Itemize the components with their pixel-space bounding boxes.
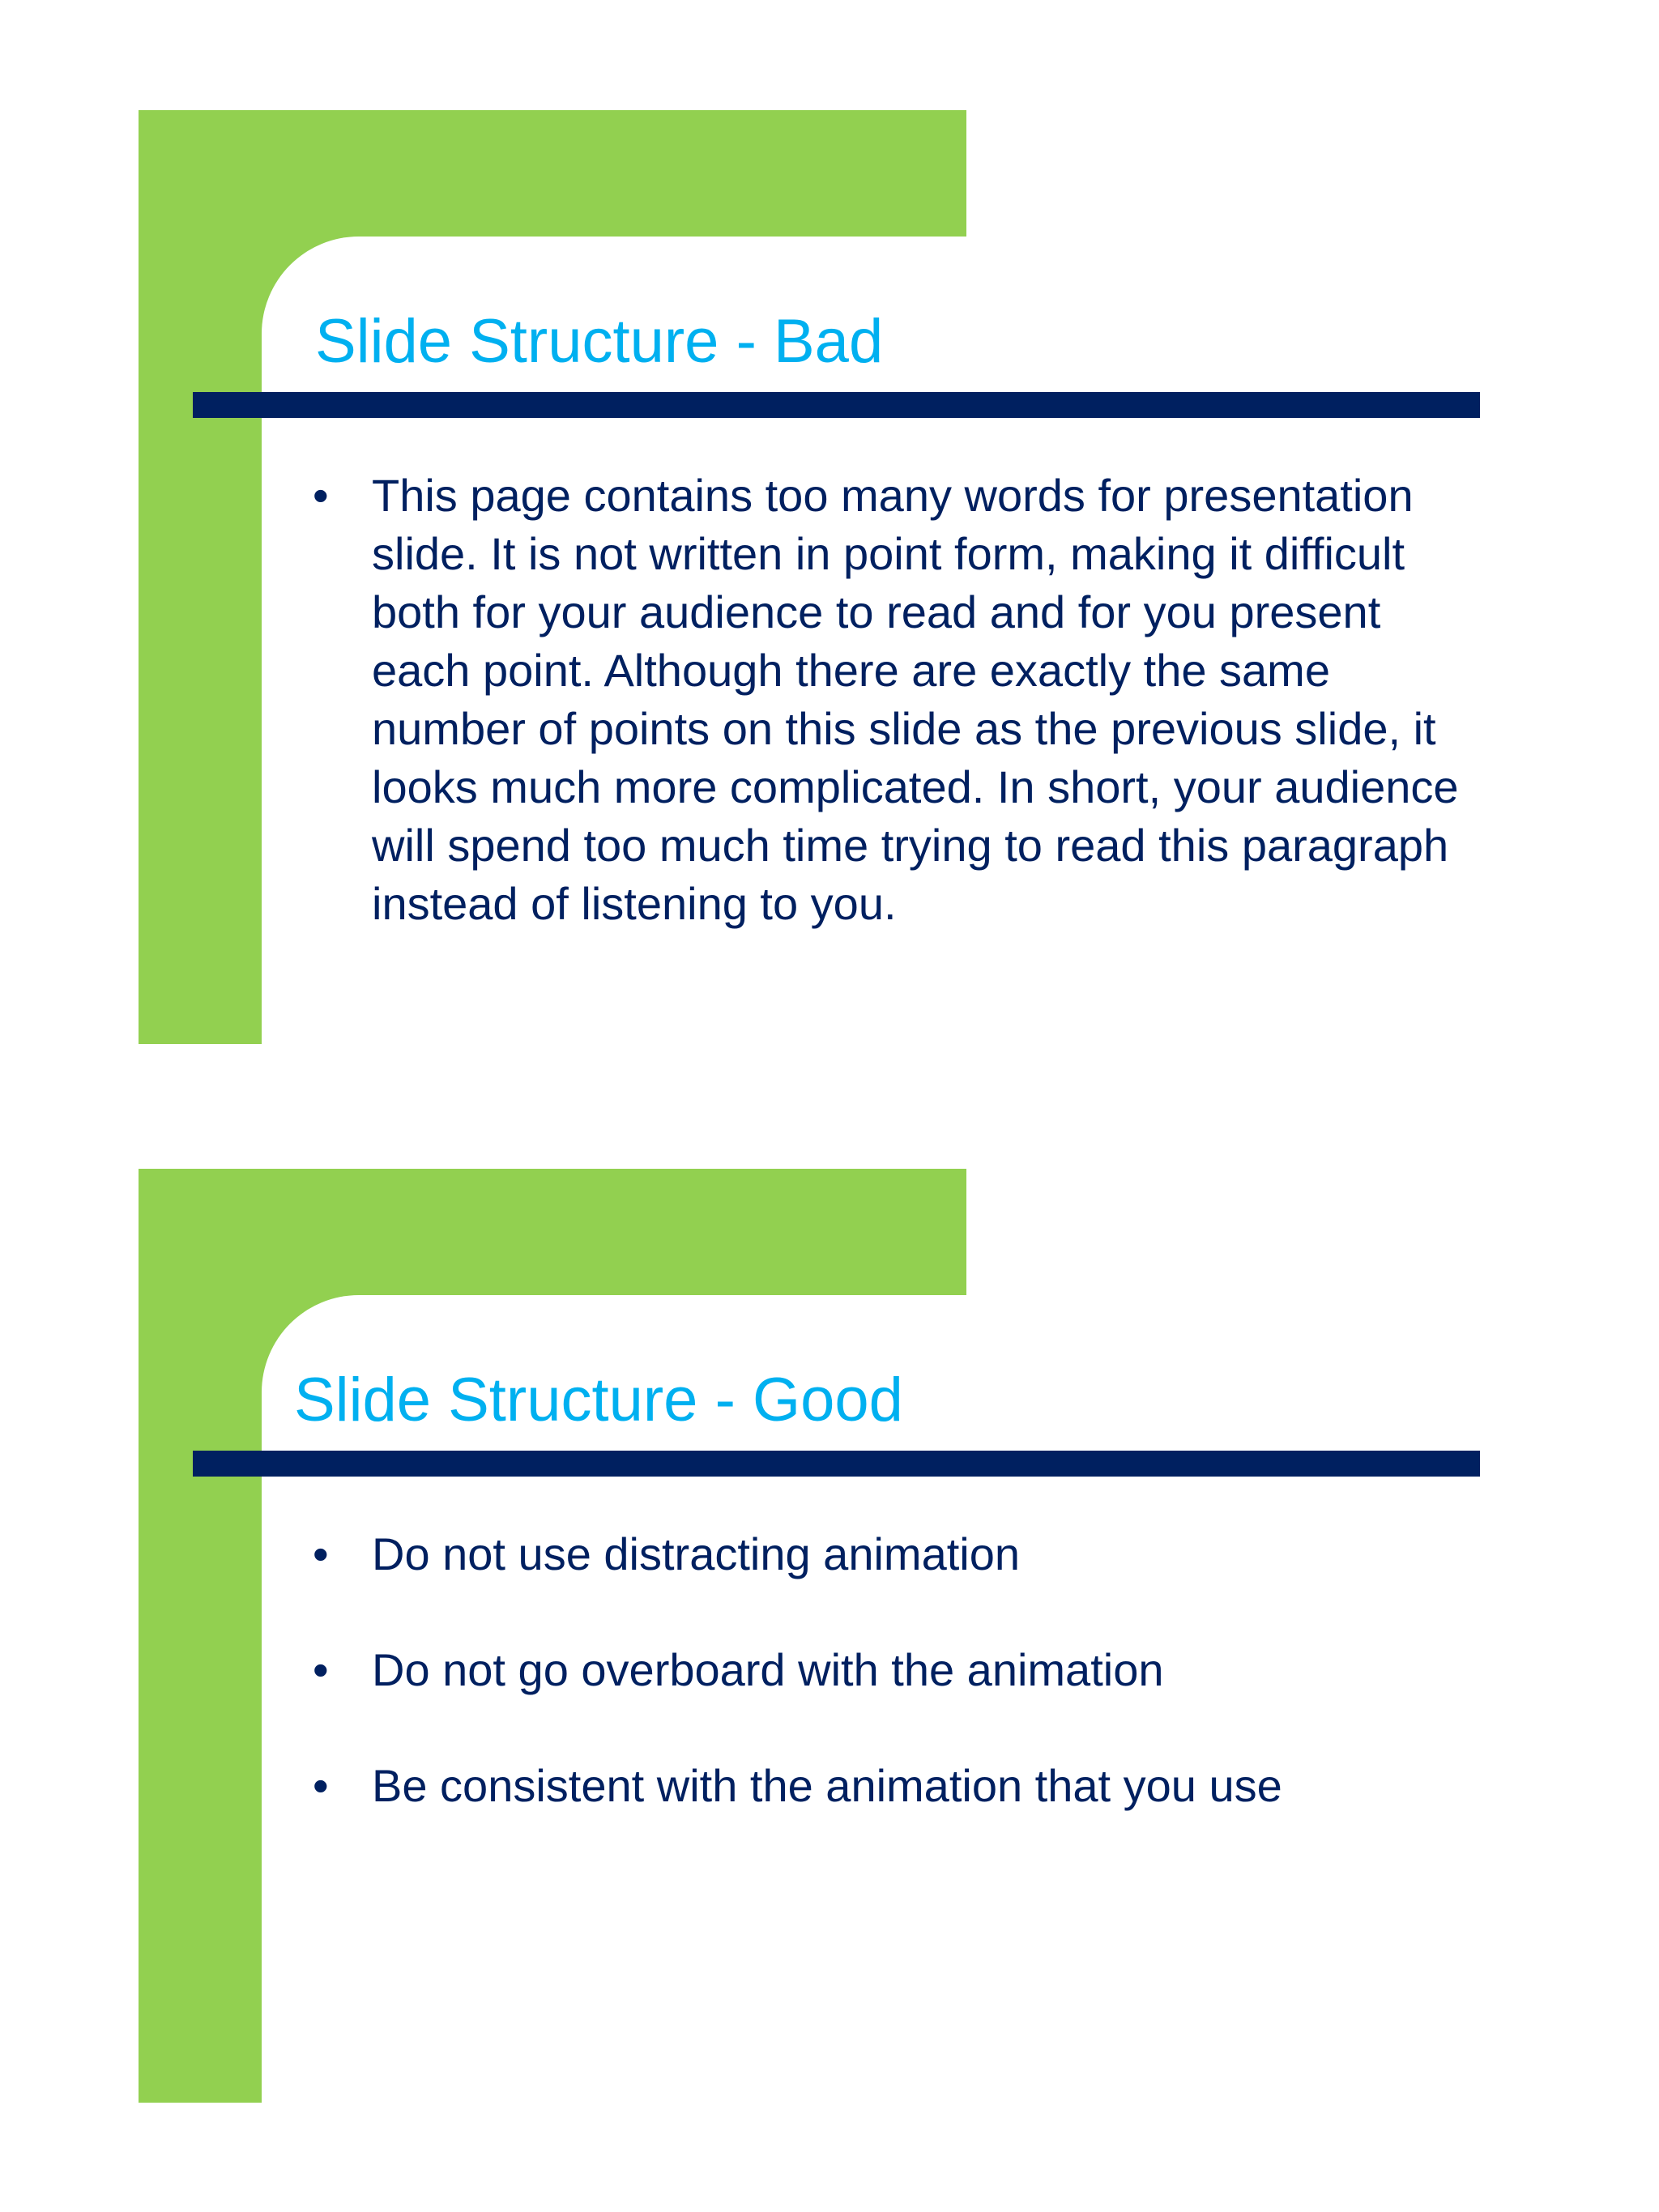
slide-bad [139,110,1491,1044]
bullet-text: Be consistent with the animation that you use [372,1760,1282,1811]
bullet-marker: • [313,1760,329,1811]
bullet-marker: • [313,1528,329,1579]
bullet-marker: • [313,1644,329,1695]
slide-title: Slide Structure - Bad [315,307,884,376]
slide-title: Slide Structure - Good [294,1366,903,1434]
bullet-list [313,1525,1479,1815]
title-divider [193,1451,1480,1477]
bullet-list [313,467,1479,933]
bullet-item [313,1525,1479,1583]
bullet-text: This page contains too many words for presentation slide. It is not written in point form, making it difficult both for your audience to read and for you present each point. Although there are exactly the same number of points on this slide as the previous slide, it looks much more complicated. In short, your audience will spend too much time trying to read this paragraph instead of listening to you. [372,470,1459,929]
slide-good [139,1169,1491,2103]
bullet-text: Do not use distracting animation [372,1528,1020,1579]
bullet-text: Do not go overboard with the animation [372,1644,1164,1695]
bullet-item [313,1757,1479,1815]
bullet-item [313,1641,1479,1699]
title-divider [193,392,1480,418]
bullet-item [313,467,1479,933]
bullet-marker: • [313,470,329,521]
